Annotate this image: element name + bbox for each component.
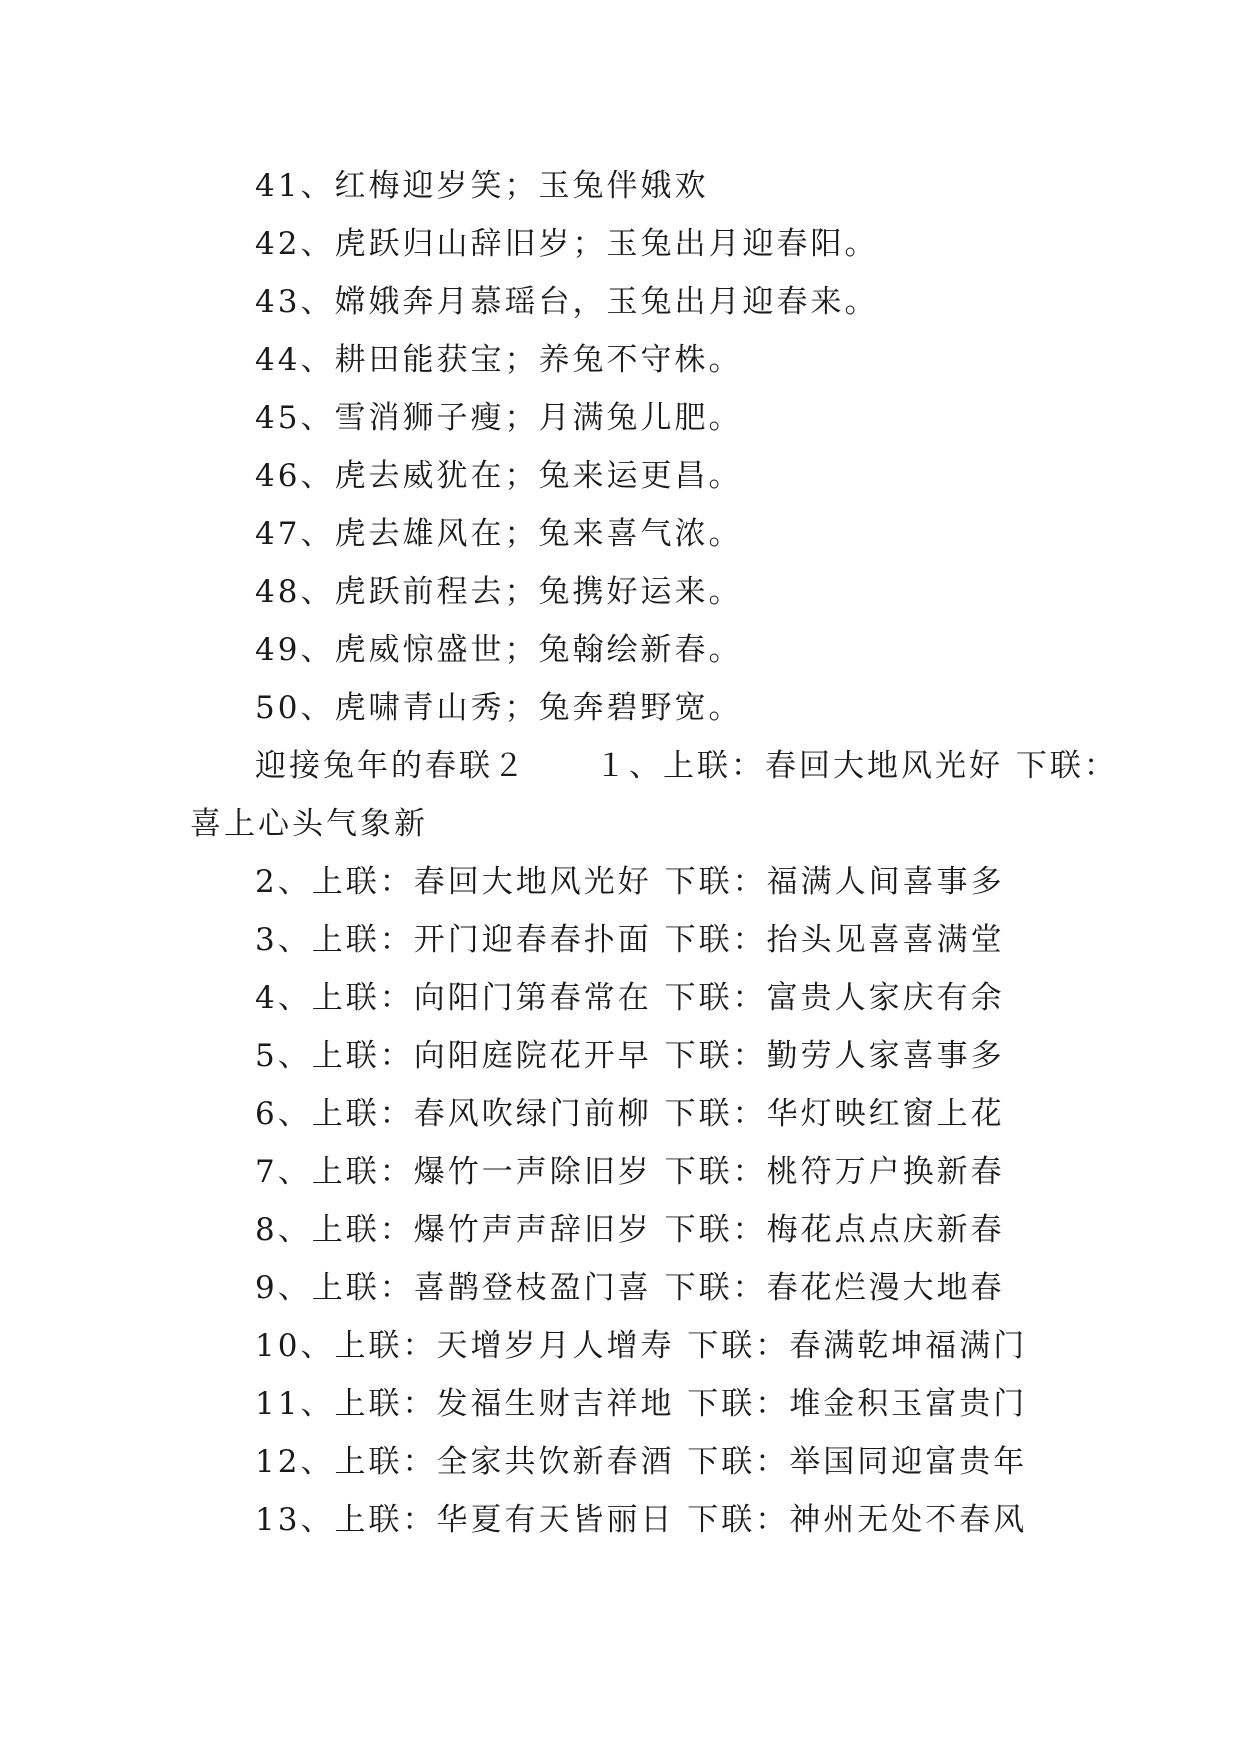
couplet-line-46: 46、虎去威犹在；兔来运更昌。 [255,458,743,494]
couplet-pair-3: 3、上联：开门迎春春扑面 下联：抬头见喜喜满堂 [255,922,1005,958]
section-heading-line: 迎接兔年的春联２ １、上联：春回大地风光好 下联： [255,748,1118,784]
couplet-pair-12: 12、上联：全家共饮新春酒 下联：举国同迎富贵年 [255,1444,1028,1480]
couplet-pair-5: 5、上联：向阳庭院花开早 下联：勤劳人家喜事多 [255,1038,1005,1074]
couplet-line-48: 48、虎跃前程去；兔携好运来。 [255,574,743,610]
couplet-pair-2: 2、上联：春回大地风光好 下联：福满人间喜事多 [255,864,1005,900]
couplet-pair-13: 13、上联：华夏有天皆丽日 下联：神州无处不春风 [255,1502,1028,1538]
couplet-line-41: 41、红梅迎岁笑；玉兔伴娥欢 [255,168,709,204]
section-heading-continuation: 喜上心头气象新 [190,806,428,842]
couplet-pair-11: 11、上联：发福生财吉祥地 下联：堆金积玉富贵门 [255,1386,1028,1422]
couplet-line-50: 50、虎啸青山秀；兔奔碧野宽。 [255,690,743,726]
couplet-line-42: 42、虎跃归山辞旧岁；玉兔出月迎春阳。 [255,226,879,262]
couplet-line-49: 49、虎威惊盛世；兔翰绘新春。 [255,632,743,668]
couplet-pair-4: 4、上联：向阳门第春常在 下联：富贵人家庆有余 [255,980,1005,1016]
couplet-pair-8: 8、上联：爆竹声声辞旧岁 下联：梅花点点庆新春 [255,1212,1005,1248]
couplet-pair-7: 7、上联：爆竹一声除旧岁 下联：桃符万户换新春 [255,1154,1005,1190]
couplet-pair-6: 6、上联：春风吹绿门前柳 下联：华灯映红窗上花 [255,1096,1005,1132]
couplet-line-45: 45、雪消狮子瘦；月满兔儿肥。 [255,400,743,436]
couplet-line-43: 43、嫦娥奔月慕瑶台，玉兔出月迎春来。 [255,284,879,320]
couplet-pair-9: 9、上联：喜鹊登枝盈门喜 下联：春花烂漫大地春 [255,1270,1005,1306]
couplet-pair-10: 10、上联：天增岁月人增寿 下联：春满乾坤福满门 [255,1328,1028,1364]
couplet-line-44: 44、耕田能获宝；养兔不守株。 [255,342,743,378]
couplet-line-47: 47、虎去雄风在；兔来喜气浓。 [255,516,743,552]
